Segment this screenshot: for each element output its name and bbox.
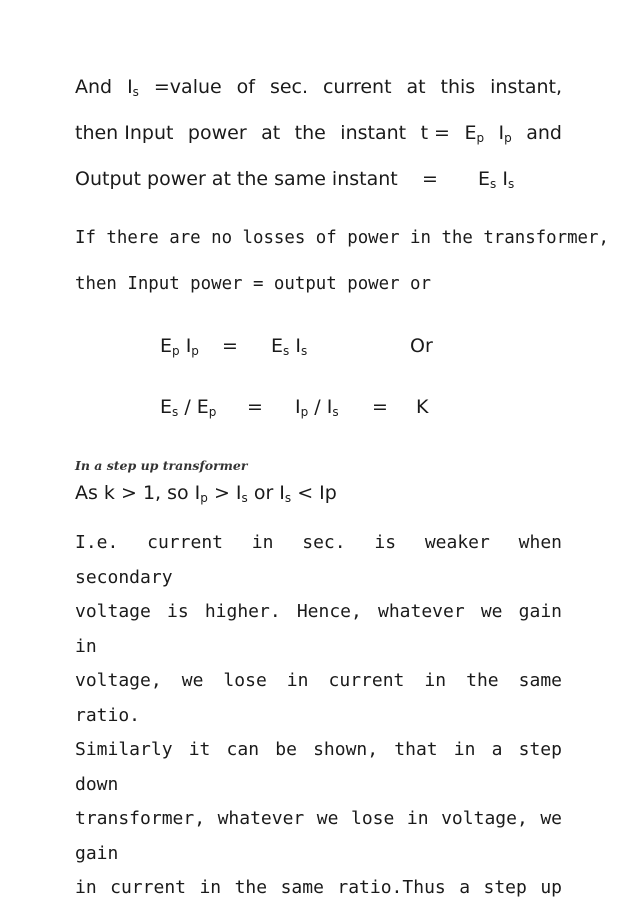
line-1 [75,76,562,98]
ip-symbol: $I_p$ [498,122,512,145]
paragraph-line: transformer, whatever we lose in voltage, we gain [75,808,562,864]
eq2-equals-2: = [372,396,388,418]
paragraph-line: voltage is higher. Hence, whatever we gain in [75,601,562,657]
eq1-or: Or [410,335,433,357]
body-paragraph [75,526,562,906]
eq2-es-over-ep: $E_s / E_p$ [160,396,217,419]
word: instant [340,122,407,144]
word: current [322,76,392,98]
word: and [526,122,562,144]
as-k-line: As k > 1, so $I_p > I_s$ or $I_s < Ip$ [75,482,337,505]
ep-symbol: $E_p$ [464,122,485,145]
paragraph-line: Similarly it can be shown, that in a step down [75,739,562,795]
word: And [75,76,113,98]
word: at [261,122,281,144]
word: power [187,122,247,144]
word: =value [153,76,222,98]
line-3-text: Output power at the same instant [75,168,398,190]
es-is-symbols: $E_s$ $I_s$ [478,168,515,191]
word: instant, [490,76,562,98]
is-symbol: $I_s$ [127,76,139,99]
eq2-k: K [416,396,429,418]
equals-sign: = [422,168,438,190]
word: then Input [75,122,174,144]
line-5: then Input power = output power or [75,274,431,294]
line-2 [75,122,562,144]
word: of [236,76,255,98]
word: the [294,122,326,144]
word: this [440,76,476,98]
word: at [406,76,426,98]
eq2-equals-1: = [247,396,263,418]
paragraph-line: in current in the same ratio.Thus a step up [75,877,562,898]
eq2-ip-over-is: $I_p / I_s$ [295,396,339,419]
eq1-equals: = [222,335,238,357]
line-4: If there are no losses of power in the transformer, [75,228,609,248]
word: sec. [269,76,309,98]
section-heading: In a step up transformer [75,458,248,473]
eq1-ep-ip: $E_p$ $I_p$ [160,335,199,358]
paragraph-line: I.e. current in sec. is weaker when secondary [75,532,562,588]
word: t = [420,122,450,144]
paragraph-line: voltage, we lose in current in the same ratio. [75,670,562,726]
eq1-es-is: $E_s$ $I_s$ [271,335,308,358]
